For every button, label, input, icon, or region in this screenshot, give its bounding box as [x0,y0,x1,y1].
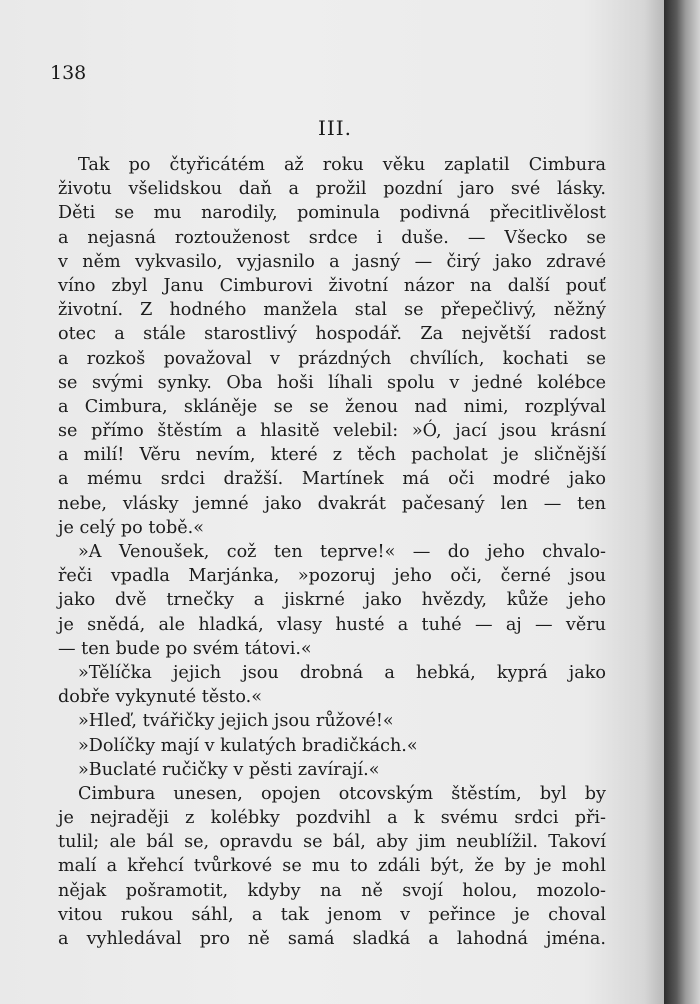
text-line: vitou rukou sáhl, a tak jenom v peřince je choval [58,904,606,925]
text-line: životní. Z hodného manžela stal se přepečlivý, něžný [58,300,606,321]
text-line: »Hleď, tvářičky jejich jsou růžové!« [78,711,394,732]
text-line: Tak po čtyřicátém až roku věku zaplatil Cimbura [78,155,606,175]
text-line: a rozkoš považoval v prázdných chvílích, kochati se [58,348,606,369]
text-line: jako dvě trnečky a jiskrné jako hvězdy, kůže jeho [58,590,606,611]
book-gutter-shadow [664,0,700,1004]
text-line: nějak pošramotit, kdyby na ně svojí holou, mozolo- [58,880,606,901]
text-line: tulil; ale bál se, opravdu se bál, aby jim neublížil. Takoví [58,832,606,853]
text-line: je snědá, ale hladká, vlasy husté a tuhé — aj — věru [58,614,606,635]
text-line: v něm vykvasilo, vyjasnilo a jasný — čirý jako zdravé [58,251,606,272]
page-number: 138 [50,62,87,84]
text-line: životu všelidskou daň a prožil pozdní jaro své lásky. [58,179,606,200]
text-line: Cimbura unesen, opojen otcovským štěstím, byl by [78,783,606,804]
text-line: je celý po tobě.« [58,517,205,538]
text-line: »Buclaté ručičky v pěsti zavírají.« [78,759,380,780]
text-line: malí a křehcí tvůrkové se mu to zdáli být, že by je mohl [58,856,606,877]
text-line: se přímo štěstím a hlasitě velebil: »Ó, jací jsou krásní [58,421,606,442]
text-line: a vyhledával pro ně samá sladká a lahodná jména. [58,929,606,949]
text-line: víno zbyl Janu Cimburovi životní názor na další pouť [58,275,606,296]
text-line: »A Venoušek, což ten teprve!« — do jeho chvalo- [78,542,606,562]
chapter-body-text [58,153,606,951]
text-line: a Cimbura, skláněje se se ženou nad nimi, rozplýval [58,396,606,417]
text-line: dobře vykynuté těsto.« [58,687,262,708]
text-line: — ten bude po svém tátovi.« [58,638,312,659]
text-line: »Tělíčka jejich jsou drobná a hebká, kyprá jako [78,662,606,683]
text-line: řeči vpadla Marjánka, »pozoruj jeho oči, černé jsou [58,566,606,587]
text-line: je nejraději z kolébky pozdvihl a k svému srdci při- [58,808,606,829]
text-line: se svými synky. Oba hoši líhali spolu v jedné kolébce [58,372,606,393]
text-line: Děti se mu narodily, pominula podivná přecitlivělost [58,203,606,224]
text-line: nebe, vlásky jemné jako dvakrát pačesaný len — ten [58,493,606,514]
text-line: otec a stále starostlivý hospodář. Za největší radost [58,324,606,345]
text-line: a milí! Věru nevím, které z těch pacholat je sličnější [58,445,606,466]
chapter-heading: III. [317,116,353,140]
text-line: »Dolíčky mají v kulatých bradičkách.« [78,735,418,756]
text-line: a nejasná roztouženost srdce i duše. — Všecko se [58,227,606,248]
text-line: a mému srdci dražší. Martínek má oči modré jako [58,469,606,490]
